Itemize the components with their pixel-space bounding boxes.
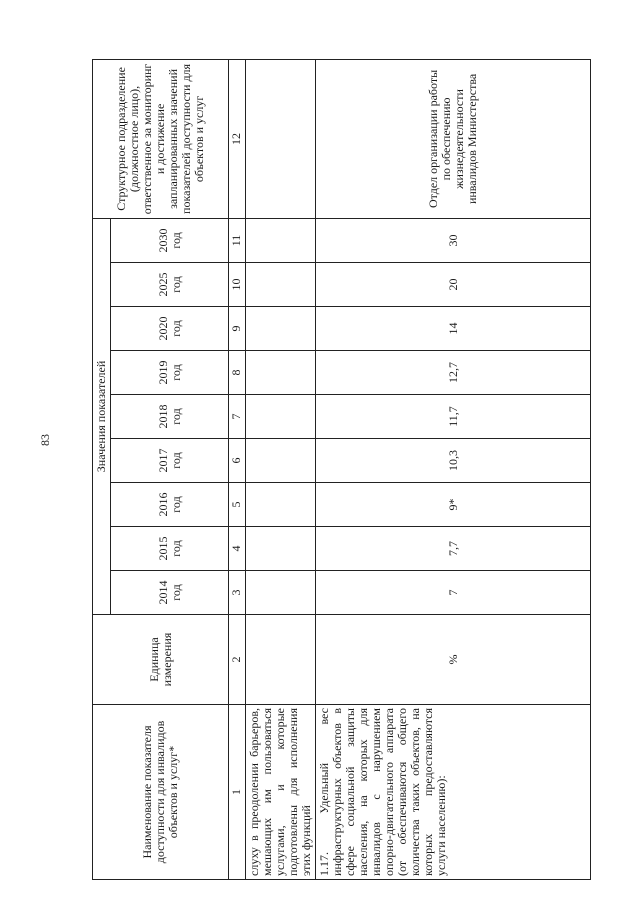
indicator-responsible: Отдел организации работы по обеспечению жизнедеятельности инвалидов Министерства bbox=[316, 59, 591, 218]
indicator-value: 30 bbox=[316, 218, 591, 262]
column-number: 8 bbox=[229, 351, 246, 395]
indicator-value: 20 bbox=[316, 263, 591, 307]
header-year: 2025 год bbox=[111, 263, 229, 307]
column-number: 10 bbox=[229, 263, 246, 307]
indicator-unit: % bbox=[316, 615, 591, 705]
header-year: 2020 год bbox=[111, 307, 229, 351]
indicator-value bbox=[246, 571, 316, 615]
column-number-row bbox=[229, 59, 246, 879]
column-number: 1 bbox=[229, 705, 246, 880]
column-number: 9 bbox=[229, 307, 246, 351]
header-name: Наименование показателя доступности для инвалидов объектов и услуг* bbox=[93, 705, 229, 880]
indicator-value: 7 bbox=[316, 571, 591, 615]
header-year: 2018 год bbox=[111, 395, 229, 439]
header-responsible: Структурное подразделение (должностное лицо), ответственное за мониторинг и достижение запланированных значений показателей доступности для объектов и услуг bbox=[93, 59, 229, 218]
indicator-value: 11,7 bbox=[316, 395, 591, 439]
indicator-value bbox=[246, 527, 316, 571]
indicator-value bbox=[246, 307, 316, 351]
column-number: 7 bbox=[229, 395, 246, 439]
header-year: 2014 год bbox=[111, 571, 229, 615]
column-number: 12 bbox=[229, 59, 246, 218]
indicator-value: 12,7 bbox=[316, 351, 591, 395]
header-year: 2016 год bbox=[111, 483, 229, 527]
header-year: 2019 год bbox=[111, 351, 229, 395]
indicator-value bbox=[246, 263, 316, 307]
indicator-responsible bbox=[246, 59, 316, 218]
column-number: 3 bbox=[229, 571, 246, 615]
header-year: 2030 год bbox=[111, 218, 229, 262]
indicator-value: 9* bbox=[316, 483, 591, 527]
column-number: 11 bbox=[229, 218, 246, 262]
indicator-value: 7,7 bbox=[316, 527, 591, 571]
indicator-value bbox=[246, 395, 316, 439]
indicator-name: 1.17. Удельный вес инфраструктурных объектов в сфере социальной защиты населения, на которых для инвалидов с нарушением опорно-двигательного аппарата (от обеспечиваются общего количества таких объектов, на которых предоставляются услуги населению): bbox=[316, 705, 591, 880]
indicator-value: 14 bbox=[316, 307, 591, 351]
column-number: 4 bbox=[229, 527, 246, 571]
page-number: 83 bbox=[38, 434, 52, 446]
indicator-unit bbox=[246, 615, 316, 705]
indicator-value bbox=[246, 439, 316, 483]
header-unit: Единица измерения bbox=[93, 615, 229, 705]
table-row bbox=[316, 59, 591, 879]
indicator-value: 10,3 bbox=[316, 439, 591, 483]
indicator-value bbox=[246, 351, 316, 395]
accessibility-indicators-table bbox=[92, 59, 591, 880]
table-row bbox=[246, 59, 316, 879]
column-number: 6 bbox=[229, 439, 246, 483]
header-year: 2015 год bbox=[111, 527, 229, 571]
indicator-value bbox=[246, 218, 316, 262]
indicator-value bbox=[246, 483, 316, 527]
rotated-table-container bbox=[92, 60, 637, 880]
column-number: 5 bbox=[229, 483, 246, 527]
indicator-name: слуху в преодолении барьеров, мешающих им пользоваться услугами, и которые подготовлены для исполнения этих функций bbox=[246, 705, 316, 880]
header-year: 2017 год bbox=[111, 439, 229, 483]
column-number: 2 bbox=[229, 615, 246, 705]
header-values-group: Значения показателей bbox=[93, 218, 111, 614]
